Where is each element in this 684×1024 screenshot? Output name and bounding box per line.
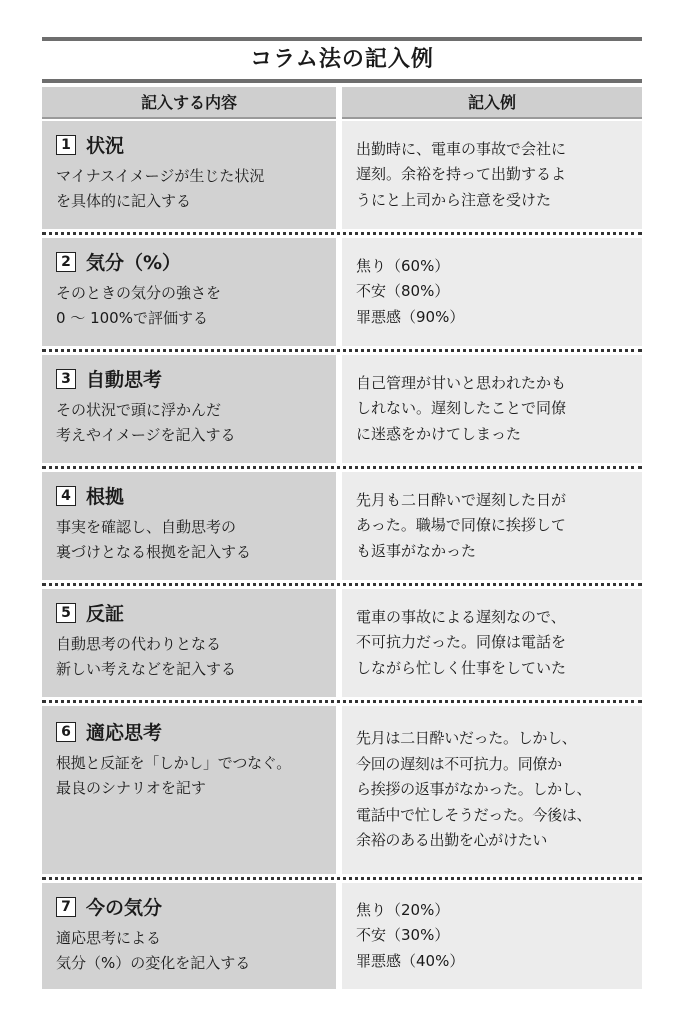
dotted-divider (42, 877, 642, 880)
step-number: 6 (56, 722, 76, 742)
desc-line: 根拠と反証を「しかし」でつなぐ。 (56, 754, 291, 772)
step-number: 4 (56, 486, 76, 506)
table-row (42, 883, 642, 989)
example-line: 自己管理が甘いと思われたかも (356, 373, 567, 392)
step-description (56, 164, 322, 214)
step-number: 3 (56, 369, 76, 389)
desc-line: 0 ～ 100%で評価する (56, 309, 208, 327)
desc-line: 気分（%）の変化を記入する (56, 954, 251, 972)
example-cell (342, 883, 642, 989)
header-content: 記入する内容 (42, 87, 336, 119)
step-title: 状況 (86, 135, 125, 157)
example-line: 罪悪感（40%） (356, 951, 465, 970)
example-line: 電車の事故による遅刻なので、 (356, 607, 566, 626)
step-number: 7 (56, 897, 76, 917)
page-title: コラム法の記入例 (250, 47, 434, 72)
table-row (42, 355, 642, 463)
step-description (56, 281, 322, 331)
desc-line: 事実を確認し、自動思考の (56, 518, 237, 536)
content-cell (42, 706, 336, 874)
table-row (42, 706, 642, 874)
content-cell (42, 589, 336, 697)
title-rule (42, 79, 642, 83)
example-line: しながら忙しく仕事をしていた (356, 658, 567, 677)
content-cell (42, 472, 336, 580)
example-line: 焦り（60%） (356, 256, 450, 275)
example-line: うにと上司から注意を受けた (356, 190, 552, 209)
step-title: 根拠 (86, 486, 125, 508)
desc-line: マイナスイメージが生じた状況 (56, 167, 265, 185)
dotted-divider (42, 583, 642, 586)
example-cell (342, 121, 642, 229)
step-title: 自動思考 (86, 369, 163, 391)
column-method-table (42, 37, 642, 989)
dotted-divider (42, 349, 642, 352)
step-description (56, 632, 322, 682)
desc-line: 適応思考による (56, 929, 162, 947)
content-cell (42, 355, 336, 463)
header-row (42, 87, 642, 119)
step-title: 気分（%） (86, 252, 182, 274)
content-cell (42, 238, 336, 346)
example-line: 不可抗力だった。同僚は電話を (356, 633, 567, 652)
table-row (42, 121, 642, 229)
header-example: 記入例 (342, 87, 642, 119)
content-cell (42, 883, 336, 989)
dotted-divider (42, 700, 642, 703)
desc-line: 自動思考の代わりとなる (56, 635, 222, 653)
example-line: 不安（30%） (356, 926, 450, 945)
desc-line: 考えやイメージを記入する (56, 426, 236, 444)
desc-line: を具体的に記入する (56, 192, 192, 210)
example-line: に迷惑をかけてしまった (356, 424, 522, 443)
table-row (42, 589, 642, 697)
example-cell (342, 706, 642, 874)
example-line: 不安（80%） (356, 282, 450, 301)
step-number: 2 (56, 252, 76, 272)
example-line: しれない。遅刻したことで同僚 (356, 399, 567, 418)
example-cell (342, 238, 642, 346)
desc-line: 新しい考えなどを記入する (56, 660, 237, 678)
step-description (56, 515, 322, 565)
example-line: あった。職場で同僚に挨拶して (356, 516, 566, 535)
example-cell (342, 589, 642, 697)
dotted-divider (42, 466, 642, 469)
example-line: 今回の遅刻は不可抗力。同僚か (356, 754, 562, 773)
step-description (56, 751, 322, 801)
example-line: 焦り（20%） (356, 900, 450, 919)
step-description (56, 926, 322, 976)
table-row (42, 238, 642, 346)
example-cell (342, 472, 642, 580)
desc-line: そのときの気分の強さを (56, 284, 222, 302)
desc-line: その状況で頭に浮かんだ (56, 401, 222, 419)
step-title: 反証 (86, 603, 125, 625)
example-line: 出勤時に、電車の事故で会社に (356, 139, 567, 158)
step-title: 適応思考 (86, 722, 163, 744)
table-row (42, 472, 642, 580)
example-line: 先月も二日酔いで遅刻した日が (356, 490, 567, 509)
step-number: 1 (56, 135, 76, 155)
example-line: 余裕のある出勤を心がけたい (356, 831, 548, 850)
example-line: 先月は二日酔いだった。しかし、 (356, 729, 577, 748)
example-line: 電話中で忙しそうだった。今後は、 (356, 805, 592, 824)
content-cell (42, 121, 336, 229)
example-cell (342, 355, 642, 463)
dotted-divider (42, 232, 642, 235)
example-line: ら挨拶の返事がなかった。しかし、 (356, 780, 592, 799)
step-number: 5 (56, 603, 76, 623)
desc-line: 最良のシナリオを記す (56, 779, 206, 797)
example-line: も返事がなかった (356, 541, 477, 560)
example-line: 罪悪感（90%） (356, 307, 465, 326)
step-description (56, 398, 322, 448)
example-line: 遅刻。余裕を持って出勤するよ (356, 165, 567, 184)
desc-line: 裏づけとなる根拠を記入する (56, 543, 252, 561)
step-title: 今の気分 (86, 897, 163, 919)
